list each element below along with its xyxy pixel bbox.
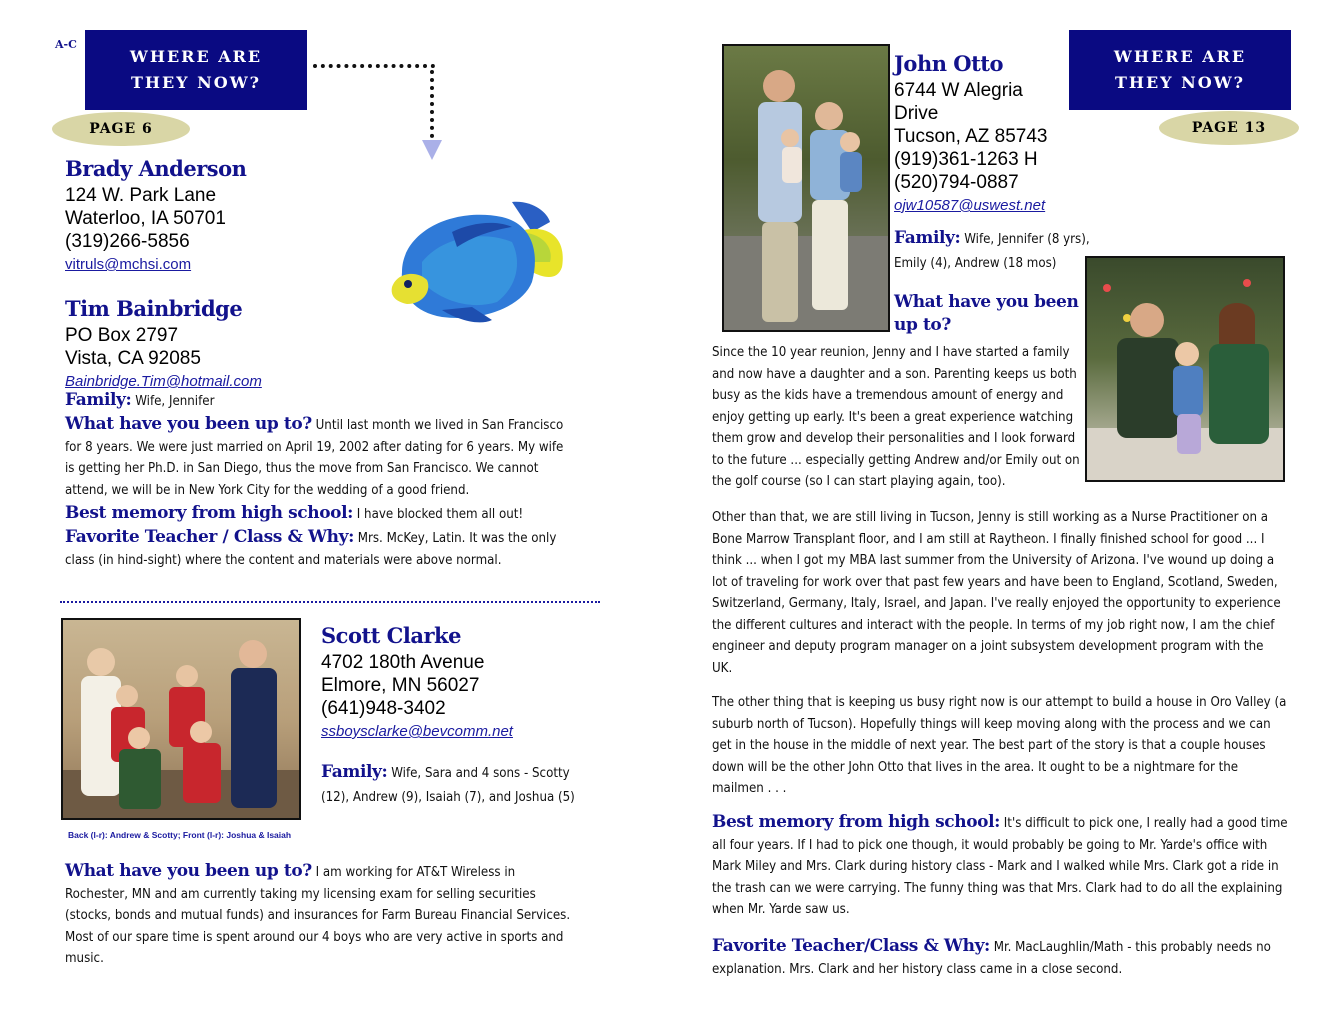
name-tim-bainbridge: Tim Bainbridge: [65, 296, 243, 321]
up-to-label: What have you been up to?: [65, 414, 312, 434]
family-paragraph: [321, 760, 581, 810]
address-line: 4702 180th Avenue: [321, 652, 485, 673]
angelfish-illustration: [382, 192, 572, 332]
up-to-label: What have you been up to?: [894, 292, 1079, 335]
up-to-text: I am working for AT&T Wireless in Rochester, MN and am currently taking my licensing exam for selling securities (stocks, bonds and mutual funds) and insurances for Farm Bureau Financial Services. Most of our spare time is spent around our 4 boys who are very active in sports and music.: [65, 865, 571, 966]
memory-line: [65, 503, 585, 526]
arrow-down-icon: [420, 138, 444, 162]
where-are-they-now-banner-right: [1069, 30, 1291, 110]
up-to-label: What have you been up to?: [65, 861, 312, 881]
family-text: Wife, Jennifer (8 yrs), Emily (4), Andrew (18 mos): [894, 232, 1090, 271]
teacher-paragraph: [712, 936, 1287, 980]
up-to-paragraph: [65, 414, 570, 501]
email-link[interactable]: vitruls@mchsi.com: [65, 256, 192, 273]
where-are-they-now-banner-left: [85, 30, 307, 110]
photo-otto-family-christmas: [1085, 256, 1285, 482]
email-link[interactable]: Bainbridge.Tim@hotmail.com: [65, 373, 262, 390]
memory-text: It's difficult to pick one, I really had a good time all four years. If I had to pick one though, it would probably be going to Mr. Yarde's office with Mark Miley and Mrs. Clark during history class - Mark and I walked while Mrs. Clark got a ride in the trash can we were carrying. The funny thing was that Mrs. Clark had to do all the explaining when Mr. Yarde saw us.: [712, 816, 1288, 917]
section-tag: A-C: [55, 38, 77, 51]
family-text: Wife, Jennifer: [135, 394, 215, 409]
photo-caption: Back (l-r): Andrew & Scotty; Front (l-r): Joshua & Isaiah: [68, 830, 292, 840]
memory-label: Best memory from high school:: [65, 503, 354, 523]
family-paragraph: [894, 226, 1099, 276]
address-block: [321, 651, 513, 743]
banner-line1: WHERE ARE: [1113, 47, 1247, 66]
address-block: [65, 184, 226, 276]
teacher-text: Mr. MacLaughlin/Math - this probably needs no explanation. Mrs. Clark and her history class came in a close second.: [712, 940, 1271, 977]
name-john-otto: John Otto: [894, 51, 1003, 76]
up-to-text: Until last month we lived in San Francisco for 8 years. We were just married on April 19, 2002 after dating for 6 years. My wife is getting her Ph.D. in San Diego, thus the move from San Francisco. We cannot attend, we will be in New York City for the wedding of a good friend.: [65, 418, 564, 498]
teacher-label: Favorite Teacher/Class & Why:: [712, 936, 990, 956]
family-label: Family:: [321, 762, 388, 782]
address-line: 124 W. Park Lane: [65, 185, 217, 206]
up-to-paragraph-3: The other thing that is keeping us busy right now is our attempt to build a house in Oro Valley (a suburb north of Tucson). Hopefully things will keep moving along with the process and we can get in the house in the middle of next year. The best part of the story is that a couple houses down will be the other John Otto that lives in the area. It ought to be a nightmare for the mailmen . . .: [712, 695, 1287, 796]
up-to-paragraph-1: [894, 292, 1080, 337]
up-to-paragraph-1-body: [712, 342, 1080, 493]
address-block: [65, 324, 262, 393]
teacher-text: Mrs. McKey, Latin. It was the only class (in hind-sight) where the content and materials were above normal.: [65, 531, 557, 568]
teacher-paragraph: [65, 527, 580, 571]
page-label-right: PAGE 13: [1159, 111, 1299, 145]
phone: (641)948-3402: [321, 698, 446, 719]
up-to-paragraph-2: Other than that, we are still living in Tucson, Jenny is still working as a Nurse Practitioner on a Bone Marrow Transplant floor, and I am still at Raytheon. I finally finished school for good ... I think ... when I got my MBA last summer from the University of Arizona. I've wound up doing a lot of traveling for work over that past few years and have been to England, Scotland, Sweden, Switzerland, Germany, Italy, Israel, and Japan. I've really enjoyed the opportunity to experience the different cultures and interact with the people. In terms of my job right now, I am the chief engineer and deputy program manager on a joint subsystem development program with the UK.: [712, 510, 1281, 676]
memory-paragraph: [712, 812, 1290, 921]
banner-line2: THEY NOW?: [130, 73, 262, 92]
photo-clarke-family: [61, 618, 301, 820]
address-line: 6744 W Alegria: [894, 80, 1023, 101]
section-divider: [60, 601, 600, 603]
family-line: [65, 390, 585, 413]
up-to-paragraph: [65, 861, 580, 970]
email-link[interactable]: ojw10587@uswest.net: [894, 197, 1046, 214]
name-scott-clarke: Scott Clarke: [321, 623, 461, 648]
family-label: Family:: [894, 228, 961, 248]
banner-line1: WHERE ARE: [129, 47, 263, 66]
memory-label: Best memory from high school:: [712, 812, 1001, 832]
address-line: Waterloo, IA 50701: [65, 208, 226, 229]
family-text: Wife, Sara and 4 sons - Scotty (12), Andrew (9), Isaiah (7), and Joshua (5): [321, 766, 575, 805]
phone: (319)266-5856: [65, 231, 190, 252]
phone: (919)361-1263 H: [894, 149, 1038, 170]
dotted-connector: [313, 64, 435, 68]
family-figures: [63, 620, 299, 818]
address-line: Drive: [894, 103, 939, 124]
address-block: [894, 79, 1048, 217]
address-line: PO Box 2797: [65, 325, 179, 346]
memory-text: I have blocked them all out!: [356, 507, 524, 522]
email-link[interactable]: ssboysclarke@bevcomm.net: [321, 723, 513, 740]
name-brady-anderson: Brady Anderson: [65, 156, 247, 181]
photo-otto-family-outdoor: [722, 44, 890, 332]
address-line: Vista, CA 92085: [65, 348, 201, 369]
family-figures: [1087, 258, 1283, 480]
family-label: Family:: [65, 390, 132, 410]
up-to-text: Since the 10 year reunion, Jenny and I have started a family and now have a daughter and a son. Parenting keeps us both busy as the kids have a tremendous amount of energy and enjoy getting up early. It's been a great experience watching them grow and develop their personalities and I look forward to the future ... especially getting Andrew and/or Emily out on the golf course (so I can start playing again, too).: [712, 345, 1080, 489]
family-figures: [724, 46, 888, 330]
phone: (520)794-0887: [894, 172, 1019, 193]
teacher-label: Favorite Teacher / Class & Why:: [65, 527, 354, 547]
page-label-left: PAGE 6: [52, 112, 190, 146]
banner-line2: THEY NOW?: [1114, 73, 1246, 92]
address-line: Elmore, MN 56027: [321, 675, 480, 696]
address-line: Tucson, AZ 85743: [894, 126, 1048, 147]
dotted-connector-vertical: [430, 70, 434, 138]
